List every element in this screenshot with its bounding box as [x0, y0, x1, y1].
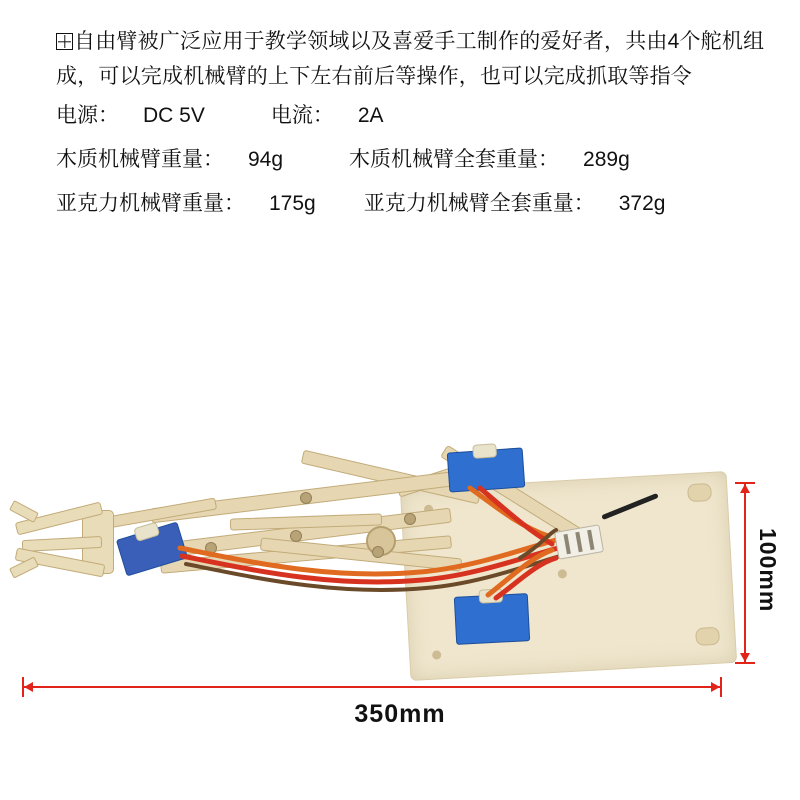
arrow-left-icon	[24, 682, 33, 692]
acrylic-weight-line	[56, 182, 768, 226]
robot-arm-photo	[0, 430, 800, 730]
wood-weight-value: 94g	[248, 148, 284, 171]
power-label: 电源：	[56, 104, 119, 127]
width-dimension-label: 350mm	[354, 700, 446, 728]
connector-pin	[563, 534, 570, 554]
wood-kit-label: 木质机械臂全套重量：	[349, 148, 560, 171]
arrow-up-icon	[740, 484, 750, 493]
height-dimension-line	[744, 482, 746, 664]
connector-pin	[587, 530, 594, 550]
description-paragraph	[56, 24, 768, 94]
acrylic-weight-label: 亚克力机械臂重量：	[56, 192, 245, 215]
wood-weight-label: 木质机械臂重量：	[56, 148, 224, 171]
height-dimension-label: 100mm	[755, 528, 781, 613]
current-label: 电流：	[270, 104, 334, 127]
window-icon	[56, 33, 73, 50]
acrylic-kit-label: 亚克力机械臂全套重量：	[363, 192, 595, 215]
current-value: 2A	[357, 104, 384, 127]
wood-kit-value: 289g	[583, 148, 630, 171]
width-dimension-line	[22, 686, 722, 688]
power-spec-line	[56, 94, 768, 138]
acrylic-kit-value: 372g	[618, 192, 666, 215]
connector-pin	[575, 532, 582, 552]
description-text: 自由臂被广泛应用于教学领域以及喜爱手工制作的爱好者，共由4个舵机组成，可以完成机械臂的上下左右前后等操作，也可以完成抓取等指令	[56, 30, 765, 88]
arrow-down-icon	[740, 653, 750, 662]
arrow-right-icon	[711, 682, 720, 692]
acrylic-weight-value: 175g	[269, 192, 316, 215]
wood-weight-line	[56, 138, 768, 182]
power-value: DC 5V	[143, 104, 205, 127]
product-description-block	[56, 24, 768, 226]
servo-wires	[0, 430, 800, 730]
